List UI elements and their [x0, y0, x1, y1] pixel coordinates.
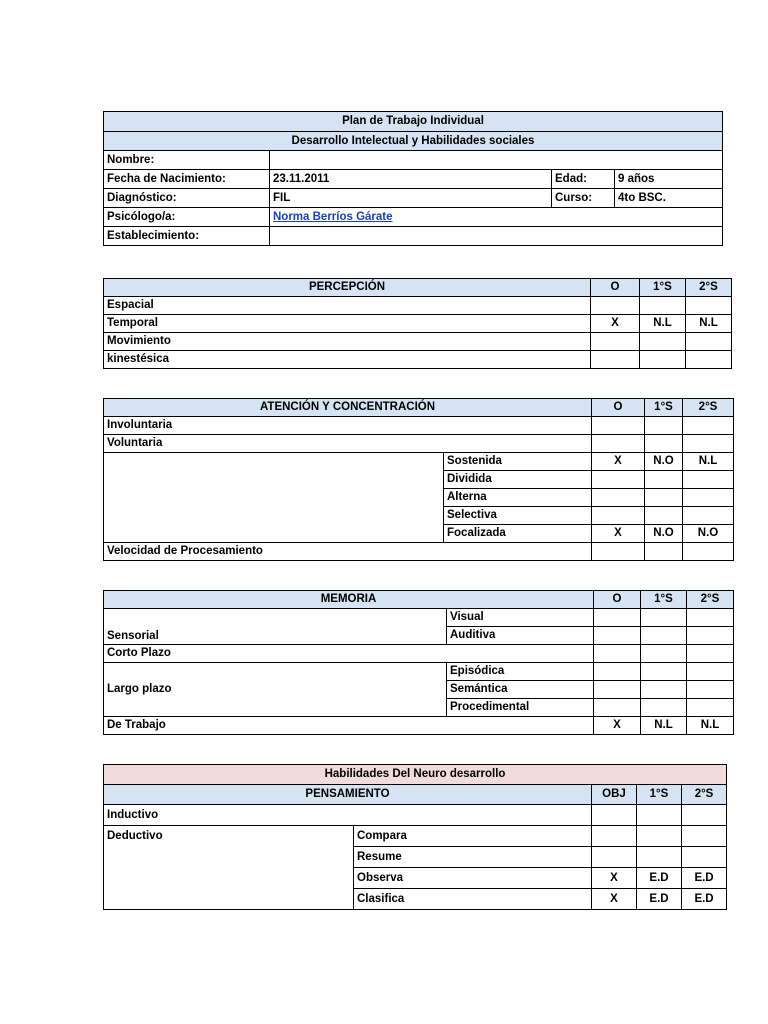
- cell-o: X: [591, 315, 640, 333]
- sub-label: Focalizada: [444, 525, 592, 543]
- cell-o: [591, 297, 640, 315]
- percepcion-header: PERCEPCIÓN: [104, 279, 591, 297]
- table-row: [104, 453, 734, 471]
- procedimental-label: Procedimental: [447, 699, 594, 717]
- cell-1s: E.D: [637, 868, 682, 889]
- row-label: kinestésica: [104, 351, 591, 369]
- table-row: [104, 826, 727, 847]
- edad-label: Edad:: [552, 170, 615, 189]
- table-row: [104, 297, 732, 315]
- cell-o: [592, 471, 645, 489]
- curso-label: Curso:: [552, 189, 615, 208]
- col-1s: 1°S: [641, 591, 687, 609]
- table-row: [104, 315, 732, 333]
- curso-value: 4to BSC.: [615, 189, 723, 208]
- diagnostico-label: Diagnóstico:: [104, 189, 270, 208]
- row-label: Movimiento: [104, 333, 591, 351]
- cell-1s: E.D: [637, 889, 682, 910]
- row-label: Temporal: [104, 315, 591, 333]
- sensorial-label: Sensorial: [104, 609, 447, 645]
- plan-title: Plan de Trabajo Individual: [104, 112, 723, 132]
- cell-2s: [686, 333, 732, 351]
- table-row: [104, 351, 732, 369]
- table-row: [104, 609, 734, 627]
- cell-1s: N.O: [645, 525, 683, 543]
- cell-2s: [683, 489, 734, 507]
- cell-o: X: [592, 525, 645, 543]
- cell-2s: [683, 507, 734, 525]
- establecimiento-value: [270, 227, 723, 246]
- cell-2s: N.L: [683, 453, 734, 471]
- establecimiento-label: Establecimiento:: [104, 227, 270, 246]
- col-1s: 1°S: [637, 785, 682, 805]
- col-1s: 1°S: [640, 279, 686, 297]
- col-obj: OBJ: [592, 785, 637, 805]
- involuntaria-label: Involuntaria: [104, 417, 592, 435]
- cell-o: [592, 507, 645, 525]
- cell-1s: [637, 847, 682, 868]
- cell-obj: [592, 826, 637, 847]
- cell-2s: [683, 471, 734, 489]
- col-2s: 2°S: [687, 591, 734, 609]
- table-row: [104, 663, 734, 681]
- corto-plazo-label: Corto Plazo: [104, 645, 594, 663]
- habilidades-table: [103, 764, 727, 910]
- diagnostico-value: FIL: [270, 189, 552, 208]
- memoria-table: [103, 590, 734, 735]
- voluntaria-label: Voluntaria: [104, 435, 592, 453]
- cell-1s: [645, 489, 683, 507]
- atencion-table: [103, 398, 734, 561]
- table-row: [104, 417, 734, 435]
- cell-o: [591, 333, 640, 351]
- col-o: O: [591, 279, 640, 297]
- sub-label: Resume: [354, 847, 592, 868]
- sub-label: Dividida: [444, 471, 592, 489]
- semantica-label: Semántica: [447, 681, 594, 699]
- plan-subtitle: Desarrollo Intelectual y Habilidades sociales: [104, 132, 723, 151]
- fecha-nacimiento-label: Fecha de Nacimiento:: [104, 170, 270, 189]
- cell-1s: [640, 333, 686, 351]
- nombre-value: [270, 151, 723, 170]
- cell-1s: N.O: [645, 453, 683, 471]
- table-row: [104, 435, 734, 453]
- sub-label: Clasifica: [354, 889, 592, 910]
- col-2s: 2°S: [683, 399, 734, 417]
- col-1s: 1°S: [645, 399, 683, 417]
- velocidad-label: Velocidad de Procesamiento: [104, 543, 592, 561]
- cell-o: X: [592, 453, 645, 471]
- cell-1s: [640, 297, 686, 315]
- visual-label: Visual: [447, 609, 594, 627]
- row-label: Espacial: [104, 297, 591, 315]
- cell-1s: [645, 471, 683, 489]
- cell-obj: [592, 847, 637, 868]
- cell-o: [592, 489, 645, 507]
- psicologo-link[interactable]: Norma Berríos Gárate: [273, 210, 393, 223]
- sub-label: Sostenida: [444, 453, 592, 471]
- cell-2s: [682, 826, 727, 847]
- table-row: [104, 645, 734, 663]
- col-o: O: [594, 591, 641, 609]
- cell-2s: E.D: [682, 868, 727, 889]
- cell-1s: N.L: [641, 717, 687, 735]
- sub-label: Selectiva: [444, 507, 592, 525]
- cell-o: X: [594, 717, 641, 735]
- atencion-header: ATENCIÓN Y CONCENTRACIÓN: [104, 399, 592, 417]
- cell-2s: [686, 297, 732, 315]
- cell-2s: E.D: [682, 889, 727, 910]
- deductivo-label: Deductivo: [104, 826, 354, 910]
- sub-label: Alterna: [444, 489, 592, 507]
- table-row: [104, 333, 732, 351]
- largo-plazo-label: Largo plazo: [104, 663, 447, 717]
- cell-2s: [682, 847, 727, 868]
- col-o: O: [592, 399, 645, 417]
- pensamiento-header: PENSAMIENTO: [104, 785, 592, 805]
- inductivo-label: Inductivo: [104, 805, 592, 826]
- cell-1s: [640, 351, 686, 369]
- cell-obj: X: [592, 868, 637, 889]
- psicologo-label: Psicólogo/a:: [104, 208, 270, 227]
- cell-1s: [645, 507, 683, 525]
- sub-label: Compara: [354, 826, 592, 847]
- cell-2s: N.L: [687, 717, 734, 735]
- edad-value: 9 años: [615, 170, 723, 189]
- fecha-nacimiento-value: 23.11.2011: [270, 170, 552, 189]
- episodica-label: Episódica: [447, 663, 594, 681]
- cell-2s: N.O: [683, 525, 734, 543]
- cell-o: [591, 351, 640, 369]
- cell-2s: [686, 351, 732, 369]
- auditiva-label: Auditiva: [447, 627, 594, 645]
- table-row: [104, 805, 727, 826]
- sub-label: Observa: [354, 868, 592, 889]
- col-2s: 2°S: [682, 785, 727, 805]
- percepcion-table: [103, 278, 732, 369]
- info-table: [103, 111, 723, 246]
- cell-1s: [637, 826, 682, 847]
- habilidades-title: Habilidades Del Neuro desarrollo: [104, 765, 727, 785]
- cell-2s: N.L: [686, 315, 732, 333]
- de-trabajo-label: De Trabajo: [104, 717, 594, 735]
- nombre-label: Nombre:: [104, 151, 270, 170]
- memoria-header: MEMORIA: [104, 591, 594, 609]
- cell-obj: X: [592, 889, 637, 910]
- col-2s: 2°S: [686, 279, 732, 297]
- table-row: [104, 543, 734, 561]
- cell-1s: N.L: [640, 315, 686, 333]
- table-row: [104, 717, 734, 735]
